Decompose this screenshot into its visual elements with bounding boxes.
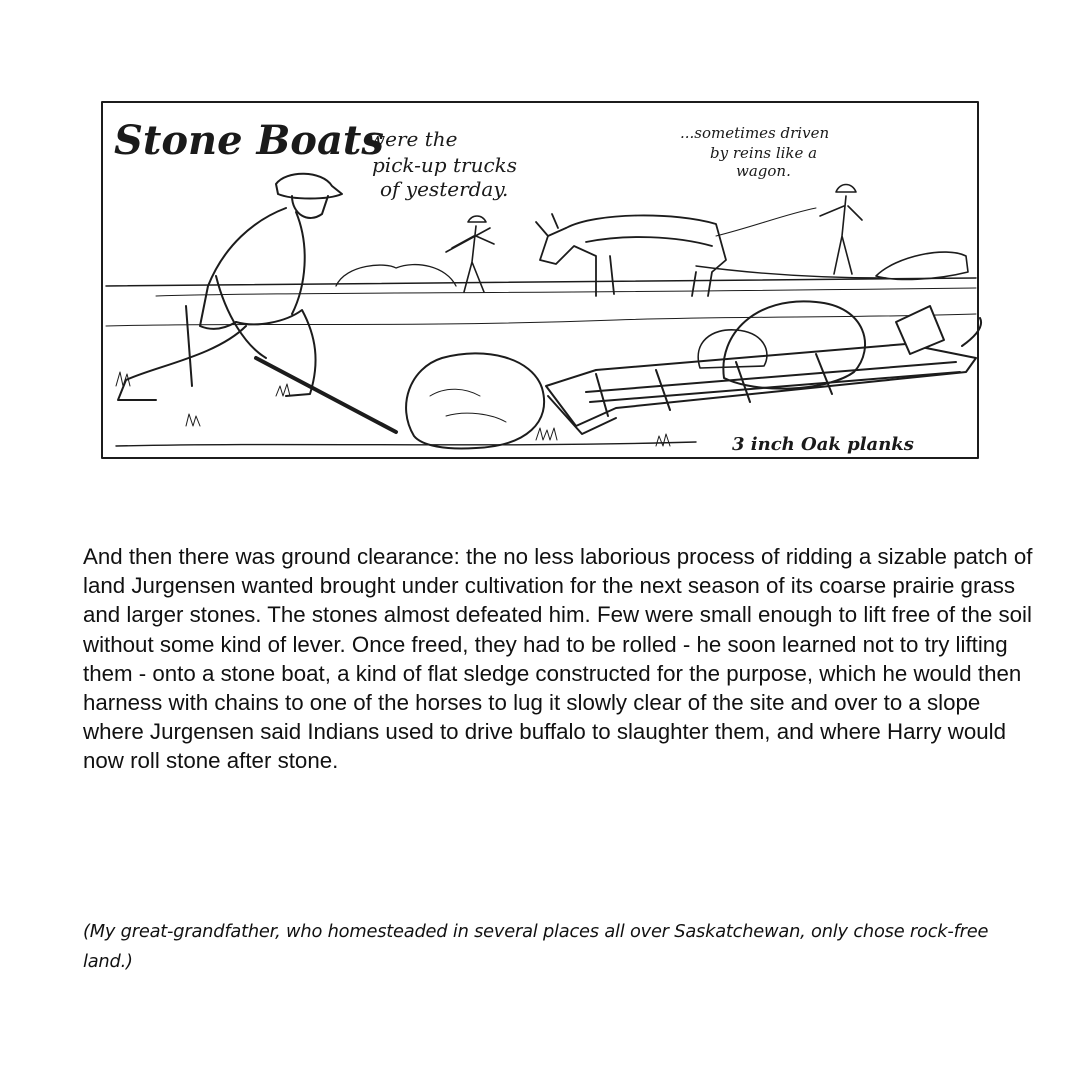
- reins: [716, 208, 816, 236]
- stone-boat-illustration: [96, 96, 984, 468]
- harness-chain: [696, 266, 886, 278]
- note-line-2: by reins like a: [710, 144, 818, 162]
- field-line: [106, 314, 976, 326]
- caption-line-1: were the: [368, 127, 458, 151]
- stone-boat-sledge: [546, 306, 981, 434]
- oxen-team: [536, 214, 726, 296]
- illustration-title: Stone Boats: [114, 117, 384, 164]
- illustration-drawing: [96, 96, 984, 468]
- caption-line-2: pick-up trucks: [372, 153, 518, 177]
- kneeling-farmer: [118, 174, 342, 400]
- large-boulder: [406, 353, 544, 448]
- lever-bar: [256, 358, 396, 432]
- prairie-line: [156, 288, 976, 296]
- footnote: (My great-grandfather, who homesteaded in several places all over Saskatchewan, only chose rock-free land.): [83, 921, 989, 972]
- horizon-line: [106, 278, 976, 286]
- planks-label: 3 inch Oak planks: [732, 434, 914, 455]
- body-paragraph: And then there was ground clearance: the no less laborious process of ridding a sizable patch of land Jurgensen wanted brought under cultivation for the next season of its coarse prairie grass and larger stones. The stones almost defeated him. Few were small enough to lift free of the soil without some kind of lever. Once freed, they had to be rolled - he soon learned not to try lifting them - onto a stone boat, a kind of flat sledge constructed for the purpose, which he would then harness with chains to one of the horses to lug it slowly clear of the site and over to a slope where Jurgensen said Indians used to drive buffalo to slaughter them, and where Harry would now roll stone after stone.: [83, 544, 1033, 774]
- caption-line-3: of yesterday.: [380, 177, 509, 201]
- driver-figure: [820, 185, 862, 275]
- note-line-1: ...sometimes driven: [680, 124, 830, 142]
- distant-stone-boat: [876, 252, 968, 279]
- boulder-shading: [430, 389, 506, 422]
- note-line-3: wagon.: [736, 162, 791, 180]
